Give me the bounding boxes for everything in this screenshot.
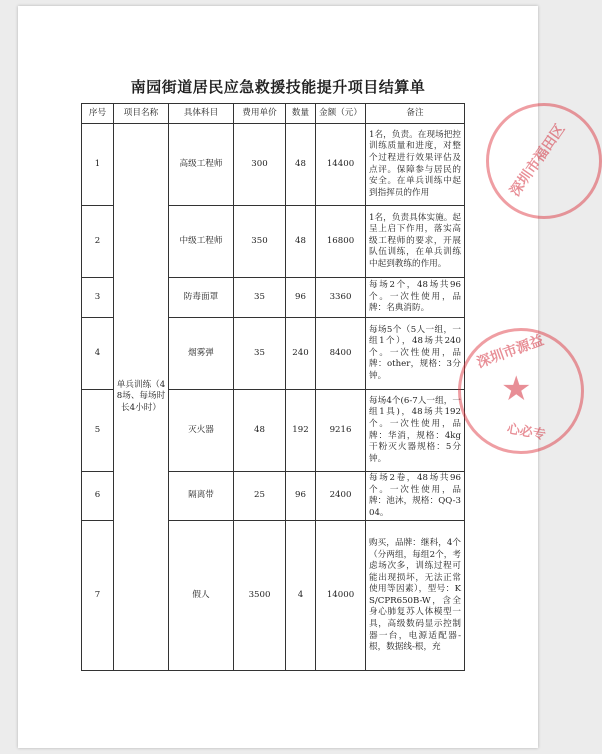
- cell-no: 2: [82, 206, 114, 278]
- cell-price: 300: [234, 124, 286, 206]
- cell-price: 25: [234, 472, 286, 521]
- cell-qty: 48: [286, 206, 316, 278]
- cell-no: 1: [82, 124, 114, 206]
- header-no: 序号: [82, 104, 114, 124]
- cell-project-name: 单兵训练（48场、每场时长4小时）: [114, 124, 169, 671]
- cell-subject: 高级工程师: [169, 124, 234, 206]
- document-page: [18, 6, 569, 748]
- seal-text: 深圳市福田区: [507, 121, 569, 200]
- cell-subject: 灭火器: [169, 390, 234, 472]
- cell-note: 每场2个，48场共96个。一次性使用，品牌：名典消防。: [366, 278, 465, 318]
- cell-qty: 192: [286, 390, 316, 472]
- header-price: 费用单价: [234, 104, 286, 124]
- cell-price: 350: [234, 206, 286, 278]
- cell-note: 每场5个（5人一组，一组1个），48场共240个。一次性使用，品牌：other，规格：3分钟。: [366, 318, 465, 390]
- cell-price: 35: [234, 318, 286, 390]
- cell-no: 5: [82, 390, 114, 472]
- cell-subject: 中级工程师: [169, 206, 234, 278]
- cell-note: 每场2卷，48场共96个。一次性使用，品牌：池沐，规格：QQ-304。: [366, 472, 465, 521]
- table-row: [82, 124, 465, 206]
- header-note: 备注: [366, 104, 465, 124]
- cell-qty: 48: [286, 124, 316, 206]
- document-title: 南园街道居民应急救援技能提升项目结算单: [130, 78, 426, 96]
- cell-note: 每场4个(6-7人一组，一组1具)，48场共192个。一次性使用，品牌：华消，规格：4kg干粉灭火器规格：5分钟。: [366, 390, 465, 472]
- cell-no: 4: [82, 318, 114, 390]
- cell-price: 35: [234, 278, 286, 318]
- cell-amount: 9216: [316, 390, 366, 472]
- cell-qty: 96: [286, 472, 316, 521]
- cell-note: 1名，负责。在现场把控训练质量和进度，对整个过程进行效果评估及点评。保障参与居民的安全。在单兵训练中起到指挥员的作用: [366, 124, 465, 206]
- cell-subject: 隔离带: [169, 472, 234, 521]
- seal-text: 深圳市源益: [474, 332, 546, 372]
- cell-amount: 2400: [316, 472, 366, 521]
- seal-star-icon: ★: [501, 369, 532, 409]
- cell-qty: 96: [286, 278, 316, 318]
- cell-amount: 3360: [316, 278, 366, 318]
- header-amount: 金额（元）: [316, 104, 366, 124]
- company-seal-stamp: [458, 328, 584, 454]
- cell-qty: 240: [286, 318, 316, 390]
- cell-price: 48: [234, 390, 286, 472]
- cell-no: 3: [82, 278, 114, 318]
- table-header-row: [82, 104, 465, 124]
- cell-amount: 8400: [316, 318, 366, 390]
- cell-price: 3500: [234, 521, 286, 671]
- cell-no: 7: [82, 521, 114, 671]
- settlement-table: [81, 103, 465, 671]
- header-qty: 数量: [286, 104, 316, 124]
- cell-subject: 假人: [169, 521, 234, 671]
- header-subject: 具体科目: [169, 104, 234, 124]
- cell-subject: 防毒面罩: [169, 278, 234, 318]
- cell-note: 1名，负责具体实施。起呈上启下作用，落实高级工程师的要求，开展队伍训练，在单兵训练中起到教练的作用。: [366, 206, 465, 278]
- header-project: 项目名称: [114, 104, 169, 124]
- cell-amount: 14000: [316, 521, 366, 671]
- cell-note: 购买，品牌：继科，4个（分两组，每组2个，考虑场次多，训练过程可能出现损坏，无法正常使用等因素），型号：KS/CPR650B-W，含全身心肺复苏人体模型一具，高级数码显示控制器一台，电源适配器-根，数据线-根，充: [366, 521, 465, 671]
- cell-amount: 16800: [316, 206, 366, 278]
- cell-qty: 4: [286, 521, 316, 671]
- cell-subject: 烟雾弹: [169, 318, 234, 390]
- cell-amount: 14400: [316, 124, 366, 206]
- seal-text-bottom: 心必专: [505, 421, 547, 444]
- cell-no: 6: [82, 472, 114, 521]
- company-seal-stamp: [486, 103, 602, 219]
